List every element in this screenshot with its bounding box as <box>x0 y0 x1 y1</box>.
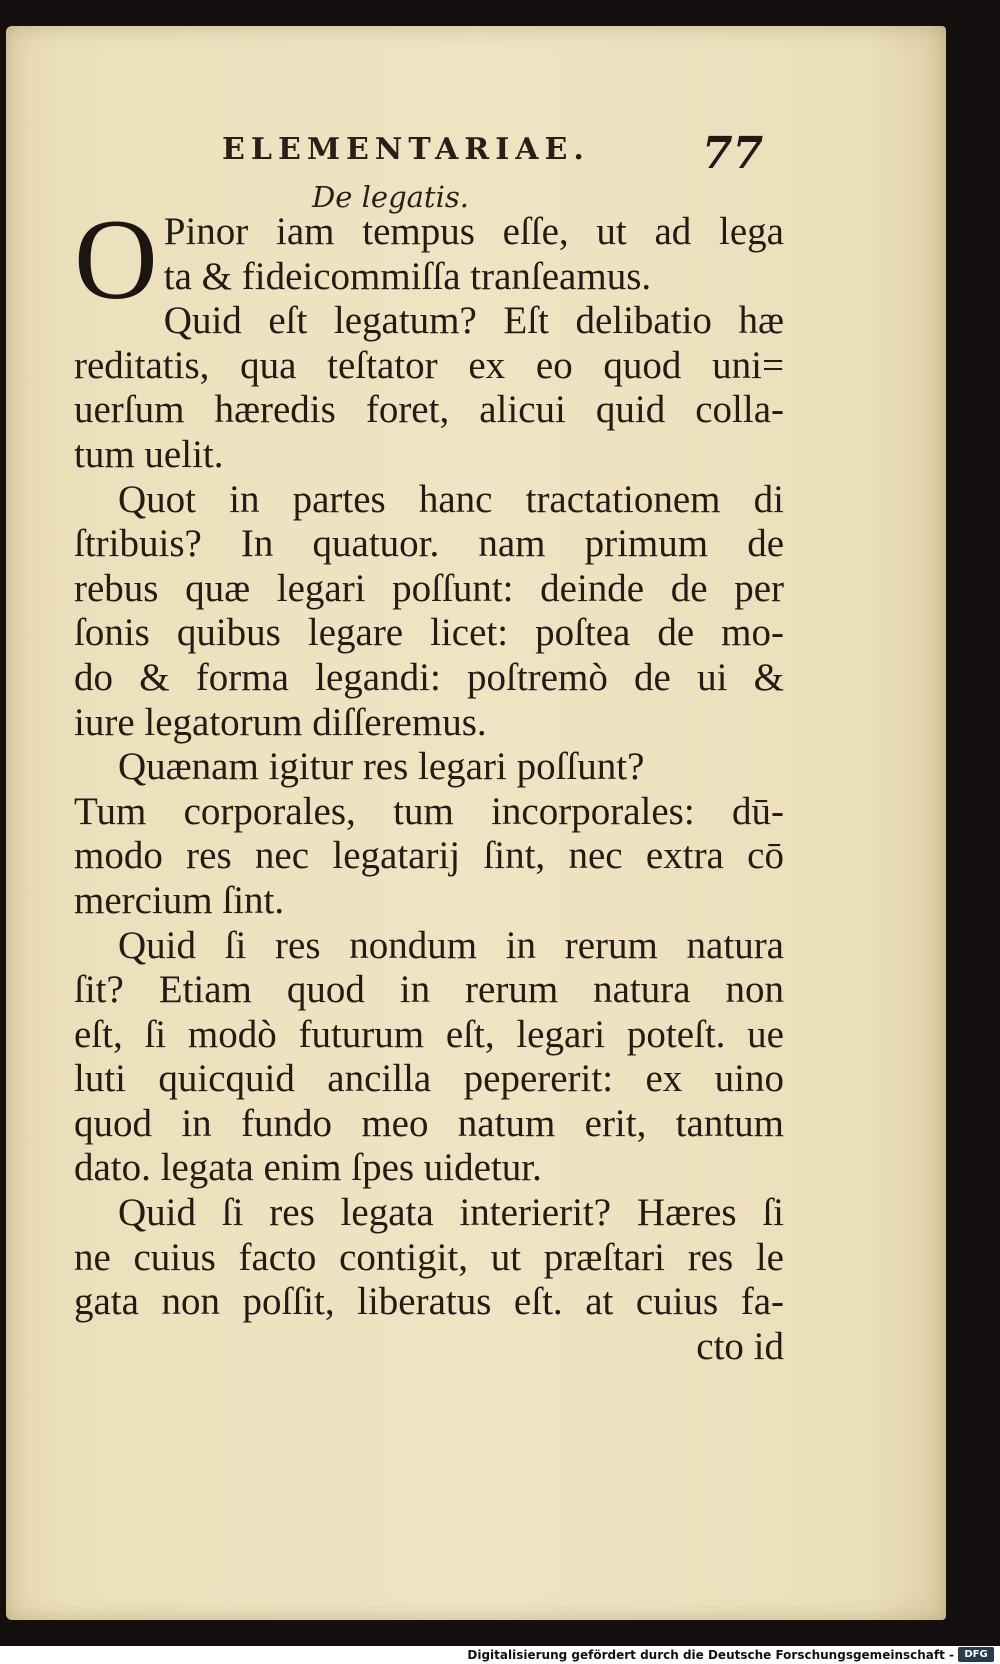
text-line: iure legatorum diſſeremus. <box>74 700 487 744</box>
catchword: cto id <box>696 1324 784 1368</box>
drop-cap-initial: O <box>74 196 158 324</box>
text-line: eſt, ſi modò futurum eſt, legari poteſt. ue <box>74 1012 784 1056</box>
text-line: Tum corporales, tum incorporales: dū- <box>74 789 784 833</box>
text-line: reditatis, qua teſtator ex eo quod uni= <box>74 343 784 387</box>
text-line: Quid eſt legatum? Eſt delibatio hæ <box>163 299 784 343</box>
text-line: modo res nec legatarij ſint, nec extra cō <box>74 834 784 878</box>
text-line: luti quicquid ancilla pepererit: ex uino <box>74 1057 784 1101</box>
text-line: quod in fundo meo natum erit, tantum <box>74 1101 784 1145</box>
text-line: dato. legata enim ſpes uidetur. <box>74 1146 542 1190</box>
text-line: Quid ſi res nondum in rerum natura <box>118 923 784 967</box>
funding-note: Digitalisierung gefördert durch die Deutsche Forschungsgemeinschaft - <box>467 1648 954 1662</box>
text-line: Quot in partes hanc tractationem di <box>118 477 784 521</box>
text-line: Quænam igitur res legari poſſunt? <box>118 745 645 789</box>
dfg-logo: DFG <box>958 1647 994 1662</box>
text-line: do & forma legandi: poſtremò de ui & <box>74 655 784 699</box>
page-number: 77 <box>702 128 764 179</box>
text-line: gata non poſſit, liberatus eſt. at cuius fa- <box>74 1280 784 1324</box>
running-head: ELEMENTARIAE. <box>222 132 590 167</box>
text-line: ſit? Etiam quod in rerum natura non <box>74 968 784 1012</box>
text-line: tum uelit. <box>74 432 224 476</box>
text-line: Pinor iam tempus eſſe, ut ad lega <box>163 210 784 253</box>
text-line: ne cuius facto contigit, ut præſtari res le <box>74 1235 784 1279</box>
section-heading: De legatis. <box>312 180 469 214</box>
text-line: rebus quæ legari poſſunt: deinde de per <box>74 566 784 610</box>
text-line: ſonis quibus legare licet: poſtea de mo- <box>74 611 784 655</box>
text-line: ſtribuis? In quatuor. nam primum de <box>74 522 784 566</box>
text-line: mercium ſint. <box>74 878 285 922</box>
text-line: ta & fideicommiſſa tranſeamus. <box>163 254 652 298</box>
text-line: Quid ſi res legata interierit? Hæres ſi <box>118 1191 784 1235</box>
text-line: uerſum hæredis foret, alicui quid colla- <box>74 388 784 432</box>
